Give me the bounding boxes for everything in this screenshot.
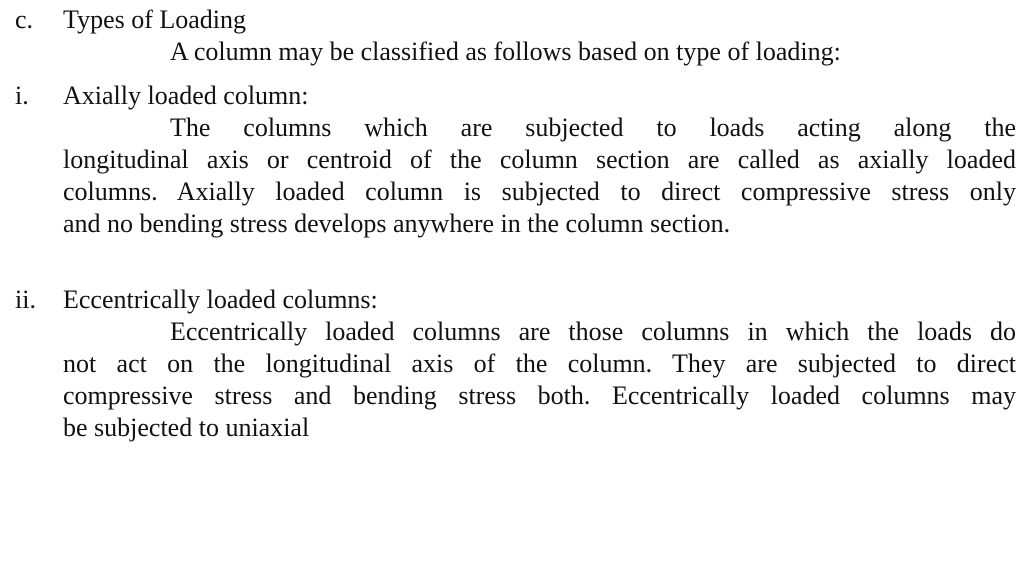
- item-i-line-4: and no bending stress develops anywhere in the column section.: [63, 209, 731, 238]
- section-c-intro: A column may be classified as follows based on type of loading:: [170, 37, 841, 66]
- item-ii-heading: Eccentrically loaded columns:: [63, 285, 378, 314]
- item-i-heading: Axially loaded column:: [63, 81, 309, 110]
- item-ii-line-3: compressive stress and bending stress both. Eccentrically loaded columns may: [63, 381, 1016, 410]
- item-ii-line-1: Eccentrically loaded columns are those columns in which the loads do: [170, 317, 1016, 346]
- item-ii-marker: ii.: [15, 285, 36, 314]
- item-i-marker: i.: [15, 81, 29, 110]
- item-ii-line-2: not act on the longitudinal axis of the column. They are subjected to direct: [63, 349, 1016, 378]
- item-i-line-3: columns. Axially loaded column is subjected to direct compressive stress only: [63, 177, 1016, 206]
- item-i-line-2: longitudinal axis or centroid of the column section are called as axially loaded: [63, 145, 1016, 174]
- section-c-title: Types of Loading: [63, 5, 247, 34]
- section-c-marker: c.: [15, 5, 34, 34]
- item-i-line-1: The columns which are subjected to loads acting along the: [170, 113, 1016, 142]
- item-ii-line-4: be subjected to uniaxial: [63, 413, 310, 442]
